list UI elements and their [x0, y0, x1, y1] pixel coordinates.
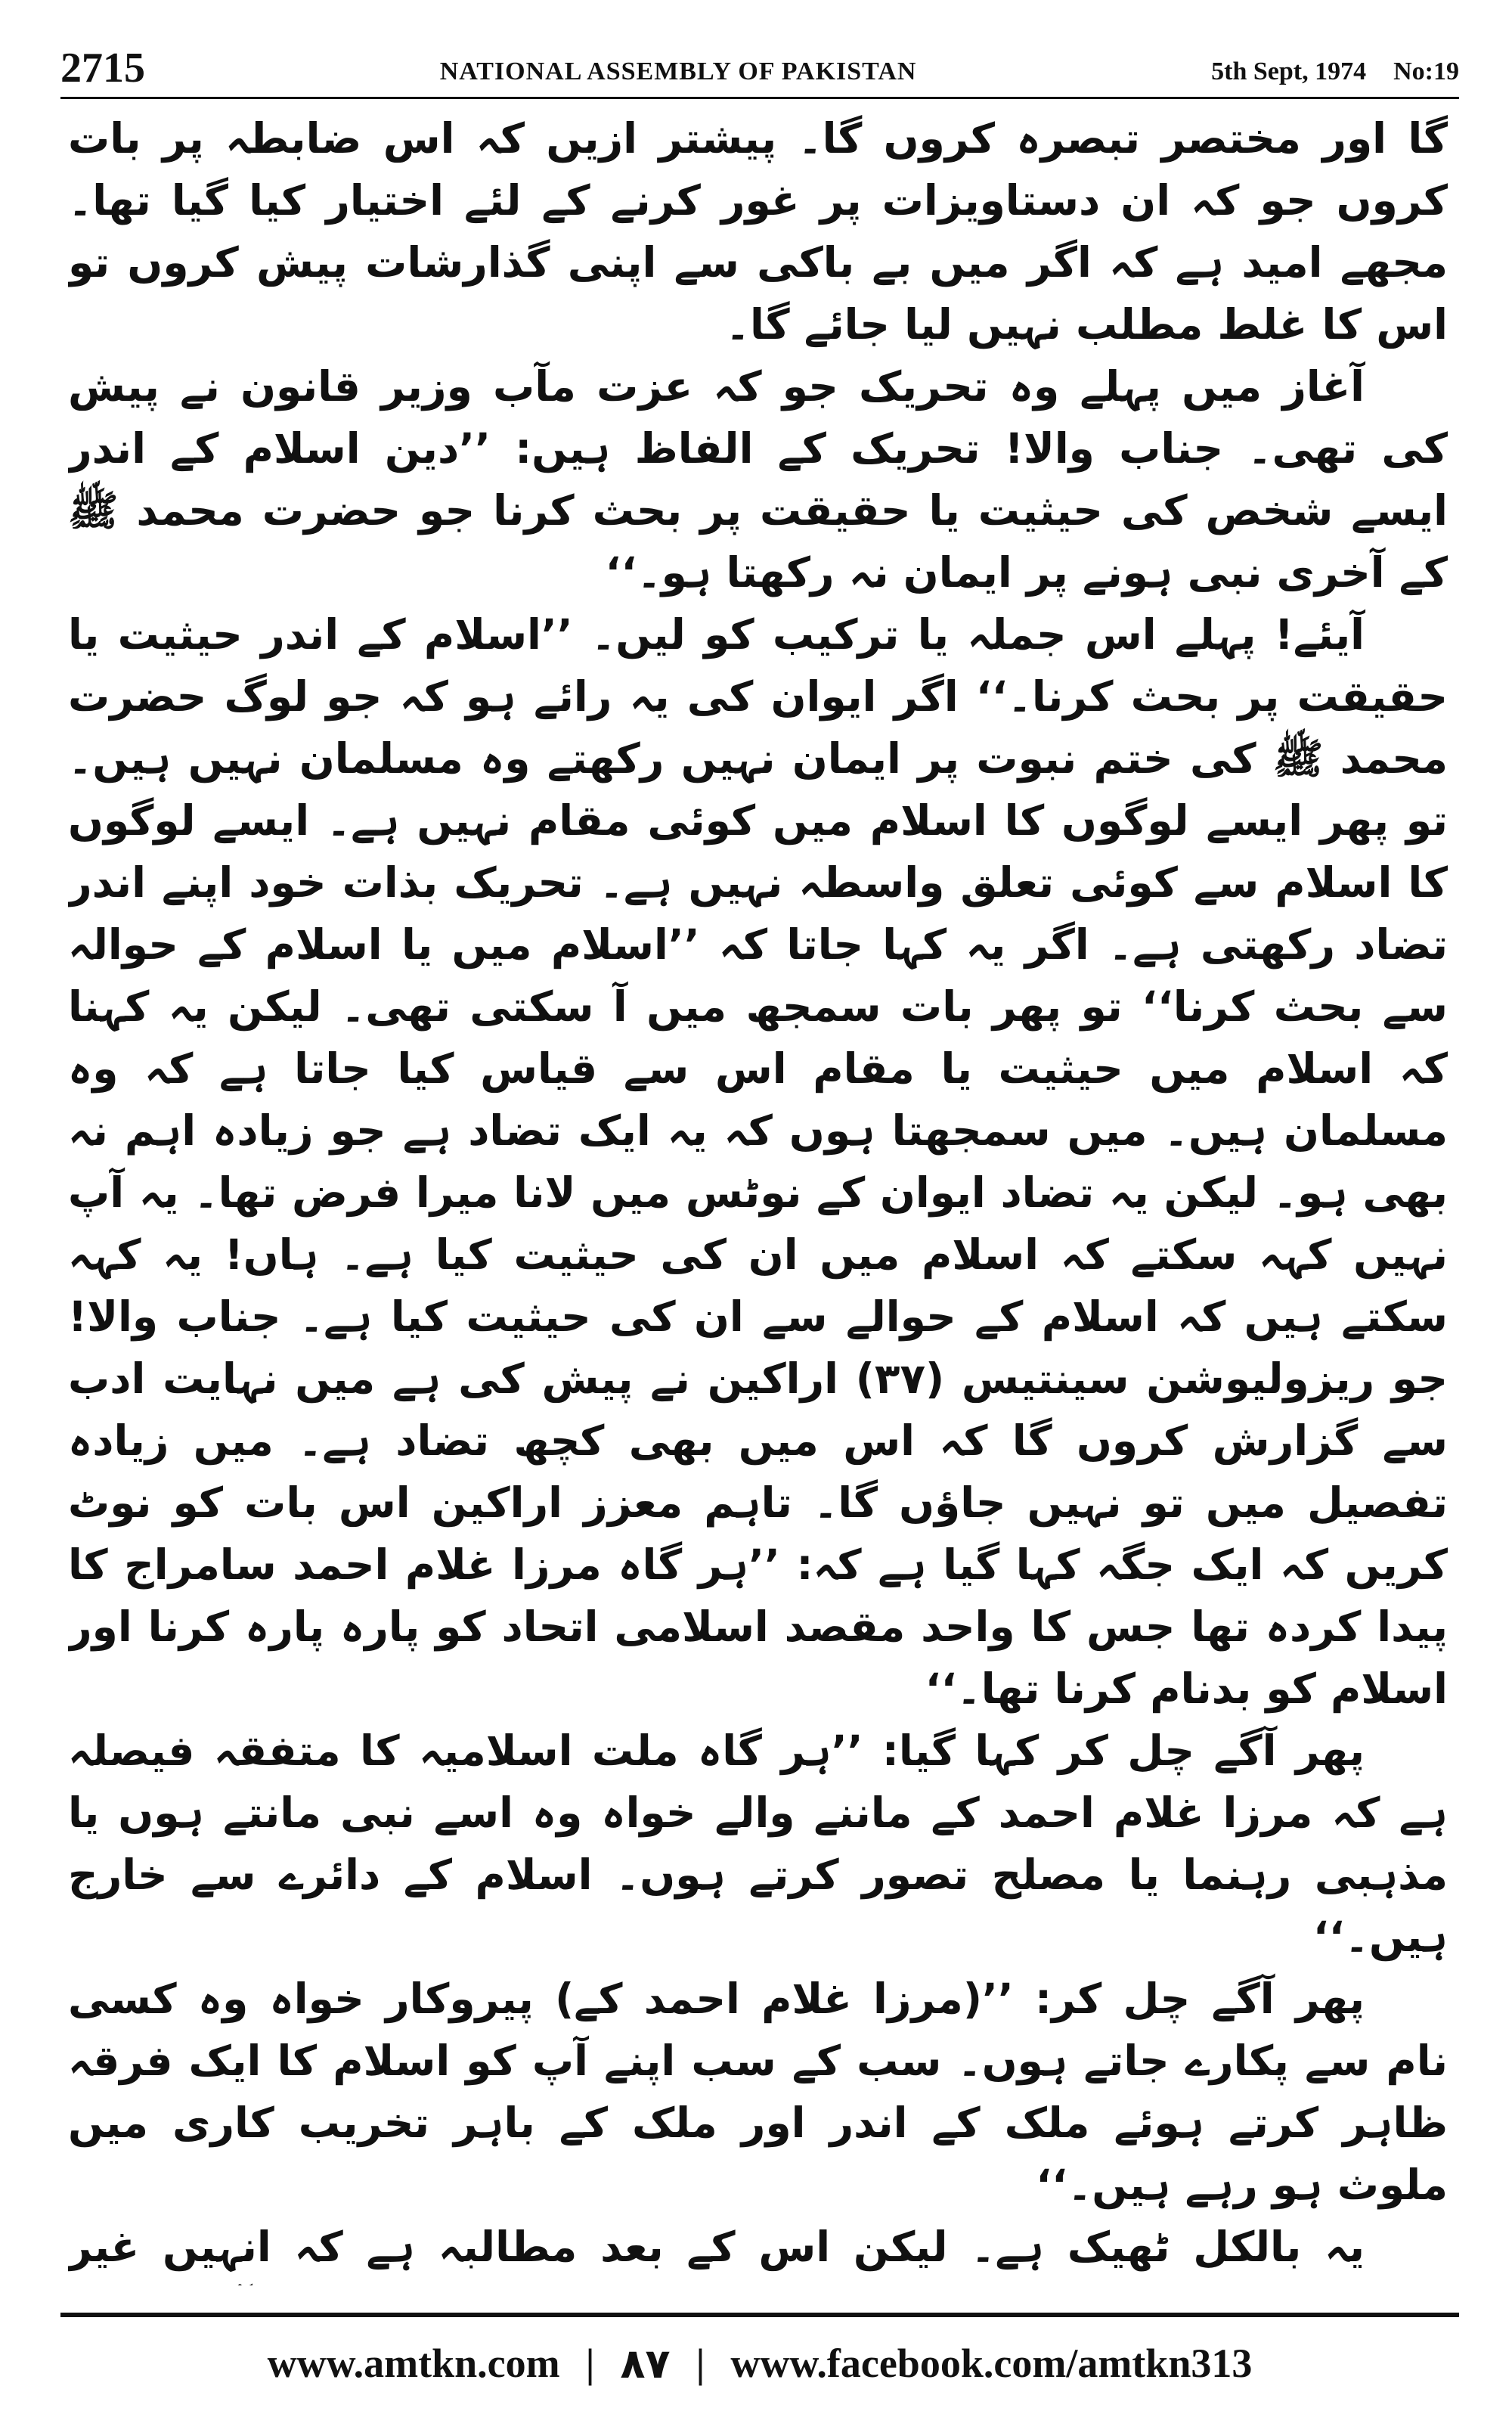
header-meta — [1211, 59, 1459, 89]
footer-separator-left: | — [585, 2341, 595, 2386]
footer-separator-right: | — [696, 2341, 705, 2386]
paragraph-5: پھر آگے چل کر: ’’(مرزا غلام احمد کے) پیروکار خواہ وہ کسی نام سے پکارے جاتے ہوں۔ سب کے سب اپنے آپ کو اسلام کا ایک فرقہ ظاہر کرتے ہوئے ملک کے اندر اور ملک کے باہر تخریب کاری میں ملوث ہو رہے ہیں۔‘‘ — [68, 1975, 1448, 2209]
footer-divider — [60, 2313, 1459, 2317]
footer-page-number: ۸۷ — [620, 2339, 671, 2387]
paragraph-1: گا اور مختصر تبصرہ کروں گا۔ پیشتر ازیں کہ اس ضابطہ پر بات کروں جو کہ ان دستاویزات پر غور کرنے کے لئے اختیار کیا گیا تھا۔ مجھے امید ہے کہ اگر میں بے باکی سے اپنی گذارشات پیش کروں تو اس کا غلط مطلب نہیں لیا جائے گا۔ — [68, 114, 1448, 349]
publication-date: 5th Sept, 1974 — [1211, 57, 1367, 85]
page-header — [60, 29, 1459, 92]
paragraph-6: یہ بالکل ٹھیک ہے۔ لیکن اس کے بعد مطالبہ ہے کہ انہیں غیر — [68, 2223, 1365, 2271]
issue-number: No:19 — [1393, 57, 1459, 85]
footer-facebook-link[interactable]: www.facebook.com/amtkn313 — [730, 2341, 1253, 2386]
publication-title: NATIONAL ASSEMBLY OF PAKISTAN — [439, 57, 917, 85]
header-divider — [60, 97, 1459, 99]
paragraph-2: آغاز میں پہلے وہ تحریک جو کہ عزت مآب وزیر قانون نے پیش کی تھی۔ جناب والا! تحریک کے الفاظ ہیں: ’’دین اسلام کے اندر ایسے شخص کی حیثیت یا حقیقت پر بحث کرنا جو حضرت محمد ﷺ کے آخری نبی ہونے پر ایمان نہ رکھتا ہو۔‘‘ — [68, 362, 1448, 597]
urdu-body-text — [68, 107, 1448, 2285]
paragraph-4: پھر آگے چل کر کہا گیا: ’’ہر گاہ ملت اسلامیہ کا متفقہ فیصلہ ہے کہ مرزا غلام احمد کے ماننے والے خواہ وہ اسے نبی مانتے ہوں یا مذہبی رہنما یا مصلح تصور کرتے ہوں۔ اسلام کے دائرے سے خارج ہیں۔‘‘ — [68, 1727, 1448, 1961]
footer-website-link[interactable]: www.amtkn.com — [267, 2341, 560, 2386]
paragraph-3: آیئے! پہلے اس جملہ یا ترکیب کو لیں۔ ’’اسلام کے اندر حیثیت یا حقیقت پر بحث کرنا۔‘‘ اگر ایوان کی یہ رائے ہو کہ جو لوگ حضرت محمد ﷺ کی ختم نبوت پر ایمان نہیں رکھتے وہ مسلمان نہیں ہیں۔ تو پھر ایسے لوگوں کا اسلام میں کوئی مقام نہیں ہے۔ ایسے لوگوں کا اسلام سے کوئی تعلق واسطہ نہیں ہے۔ تحریک بذات خود اپنے اندر تضاد رکھتی ہے۔ اگر یہ کہا جاتا کہ ’’اسلام میں یا اسلام کے حوالہ سے بحث کرنا‘‘ تو پھر بات سمجھ میں آ سکتی تھی۔ لیکن یہ کہنا کہ اسلام میں حیثیت یا مقام اس سے قیاس کیا جاتا ہے کہ وہ مسلمان ہیں۔ میں سمجھتا ہوں کہ یہ ایک تضاد ہے جو زیادہ اہم نہ بھی ہو۔ لیکن یہ تضاد ایوان کے نوٹس میں لانا میرا فرض تھا۔ یہ آپ نہیں کہہ سکتے کہ اسلام میں ان کی حیثیت کیا ہے۔ ہاں! یہ کہہ سکتے ہیں کہ اسلام کے حوالے سے ان کی حیثیت کیا ہے۔ جناب والا! جو ریزولیوشن سینتیس (۳۷) اراکین نے پیش کی ہے میں نہایت ادب سے گزارش کروں گا کہ اس میں بھی کچھ تضاد ہے۔ میں زیادہ تفصیل میں تو نہیں جاؤں گا۔ تاہم معزز اراکین اس بات کو نوٹ کریں کہ ایک جگہ کہا گیا ہے کہ: ’’ہر گاہ مرزا غلام احمد سامراج کا پیدا کردہ تھا جس کا واحد مقصد اسلامی اتحاد کو پارہ پارہ کرنا اور اسلام کو بدنام کرنا تھا۔‘‘ — [68, 610, 1448, 1713]
page-footer — [60, 2329, 1459, 2397]
page-number: 2715 — [60, 45, 145, 92]
